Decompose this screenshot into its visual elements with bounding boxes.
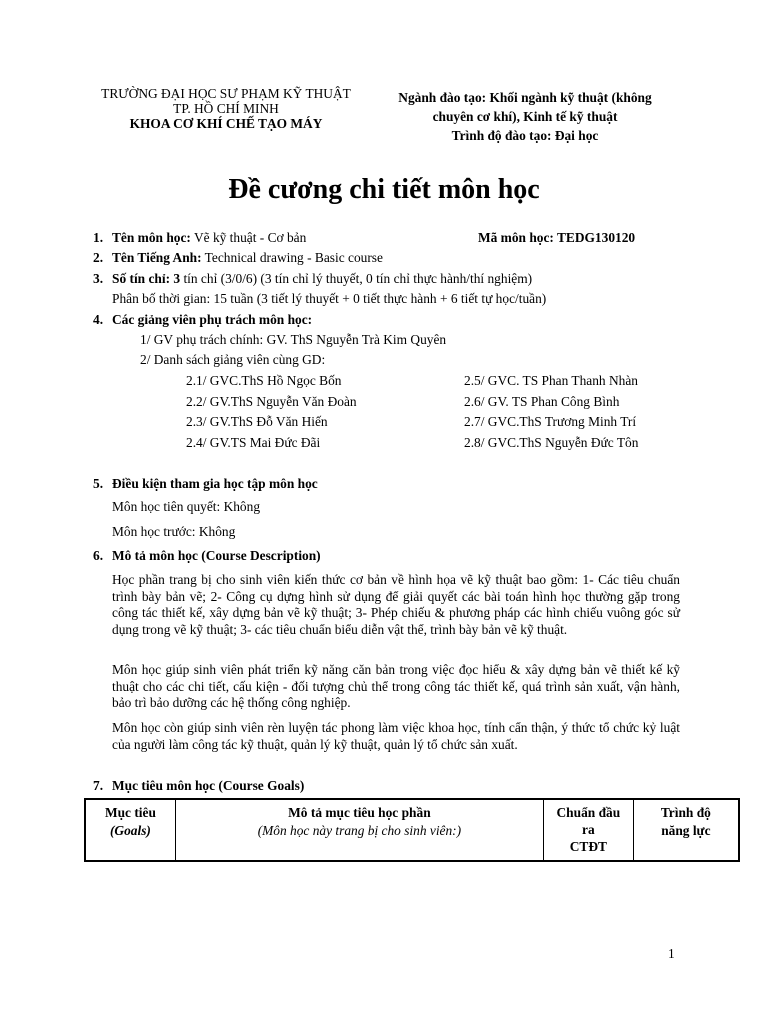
time-allocation: Phân bố thời gian: 15 tuần (3 tiết lý thuyết + 0 tiết thực hành + 6 tiết tự học/tuần) <box>112 291 547 306</box>
course-name-label: Tên môn học: <box>112 230 191 245</box>
faculty-name: KHOA CƠ KHÍ CHẾ TẠO MÁY <box>129 116 323 131</box>
course-code <box>478 230 635 247</box>
section-5-conditions-label: Điều kiện tham gia học tập môn học <box>112 476 318 491</box>
course-goals-table <box>84 798 740 862</box>
col-outcome-line2: ra <box>582 822 595 837</box>
lecturer-item: 2.6/ GV. TS Phan Công Bình <box>464 394 620 409</box>
credits-label: Số tín chỉ: <box>112 271 171 286</box>
description-paragraph-3: Môn học còn giúp sinh viên rèn luyện tác phong làm việc khoa học, tính cẩn thận, ý thức tổ chức kỷ luật của người làm công tác kỹ thuật, quản lý kỹ thuật, quản lý tổ chức sản xuất. <box>112 720 680 752</box>
program-line2: chuyên cơ khí), Kinh tế kỹ thuật <box>432 109 618 124</box>
english-name-label: Tên Tiếng Anh: <box>112 250 202 265</box>
col-outcome-line1: Chuẩn đầu <box>556 805 621 820</box>
page-title: Đề cương chi tiết môn học <box>228 174 540 205</box>
col-competency-line1: Trình độ <box>660 805 711 820</box>
credits-detail: tín chỉ (3/0/6) (3 tín chỉ lý thuyết, 0 tín chỉ thực hành/thí nghiệm) <box>180 271 533 286</box>
lecturer-item: 2.8/ GVC.ThS Nguyễn Đức Tôn <box>464 435 639 450</box>
lecturer-item: 2.4/ GV.TS Mai Đức Đãi <box>186 435 321 450</box>
col-goals-title: Mục tiêu <box>104 805 156 820</box>
course-name-value: Vẽ kỹ thuật - Cơ bản <box>190 230 307 245</box>
col-description-title: Mô tả mục tiêu học phần <box>288 805 431 820</box>
col-outcome <box>543 799 633 861</box>
table-header-row <box>85 799 739 861</box>
description-paragraph-1: Học phần trang bị cho sinh viên kiến thức cơ bản về hình họa vẽ kỹ thuật bao gồm: 1- Các tiêu chuẩn trình bày bản vẽ; 2- Công cụ dựng hình sử dụng để giải quyết các bài toán hình học thường gặp trong công tác thiết kế, xây dựng bản vẽ kỹ thuật; 3- Phép chiếu & phương pháp các hình chiếu vuông góc sử dụng trong vẽ kỹ thuật; 3- các tiêu chuẩn biểu diễn vật thể, trình bày bản vẽ kỹ thuật. <box>112 572 680 637</box>
section-3-credits <box>112 271 532 288</box>
course-code-label: Mã môn học: <box>478 230 554 245</box>
school-header <box>92 86 360 131</box>
education-level: Trình độ đào tạo: Đại học <box>451 128 599 143</box>
section-1-number: 1. <box>93 230 104 245</box>
page-number: 1 <box>668 946 675 961</box>
lecturer-item: 2.7/ GVC.ThS Trương Minh Trí <box>464 414 637 429</box>
col-outcome-line3: CTĐT <box>569 839 607 854</box>
credits-value: 3 <box>170 271 181 286</box>
section-7-goals-label: Mục tiêu môn học (Course Goals) <box>112 778 305 793</box>
col-competency-line2: năng lực <box>661 823 711 838</box>
section-6-description-label: Mô tả môn học (Course Description) <box>112 548 321 563</box>
main-lecturer: 1/ GV phụ trách chính: GV. ThS Nguyễn Trà Kim Quyên <box>140 332 447 347</box>
section-4-lecturers-label: Các giảng viên phụ trách môn học: <box>112 312 313 327</box>
col-goals-subtitle: (Goals) <box>109 823 151 838</box>
school-name-line1: TRƯỜNG ĐẠI HỌC SƯ PHẠM KỸ THUẬT <box>101 86 351 101</box>
section-1-course-name <box>112 230 306 247</box>
school-name-line2: TP. HỒ CHÍ MINH <box>173 101 279 116</box>
section-3-number: 3. <box>93 271 104 286</box>
section-2-number: 2. <box>93 250 104 265</box>
section-4-number: 4. <box>93 312 104 327</box>
section-7-number: 7. <box>93 778 104 793</box>
english-name-value: Technical drawing - Basic course <box>201 250 383 265</box>
section-5-number: 5. <box>93 476 104 491</box>
lecturer-item: 2.2/ GV.ThS Nguyễn Văn Đoàn <box>186 394 357 409</box>
col-description-subtitle: (Môn học này trang bị cho sinh viên:) <box>257 823 462 838</box>
course-code-value: TEDG130120 <box>553 230 636 245</box>
program-header <box>372 88 678 145</box>
col-description <box>175 799 543 861</box>
lecturer-item: 2.5/ GVC. TS Phan Thanh Nhàn <box>464 373 638 388</box>
prerequisite: Môn học tiên quyết: Không <box>112 499 261 514</box>
section-2-english-name <box>112 250 383 267</box>
lecturer-item: 2.1/ GVC.ThS Hồ Ngọc Bốn <box>186 373 342 388</box>
description-paragraph-2: Môn học giúp sinh viên phát triển kỹ năng căn bản trong việc đọc hiểu & xây dựng bản vẽ thiết kế kỹ thuật cho các chi tiết, cấu kiện - đối tượng chủ thể trong công tác thiết kế, quá trình sản xuất, vận hành, bảo trì bảo dưỡng các hệ thống công nghiệp. <box>112 662 680 710</box>
col-goals <box>85 799 175 861</box>
lecturer-list-title: 2/ Danh sách giảng viên cùng GD: <box>140 352 326 367</box>
program-line1: Ngành đào tạo: Khối ngành kỹ thuật (không <box>398 90 652 105</box>
section-6-number: 6. <box>93 548 104 563</box>
previous-course: Môn học trước: Không <box>112 524 236 539</box>
lecturer-item: 2.3/ GV.ThS Đỗ Văn Hiến <box>186 414 328 429</box>
col-competency <box>633 799 739 861</box>
